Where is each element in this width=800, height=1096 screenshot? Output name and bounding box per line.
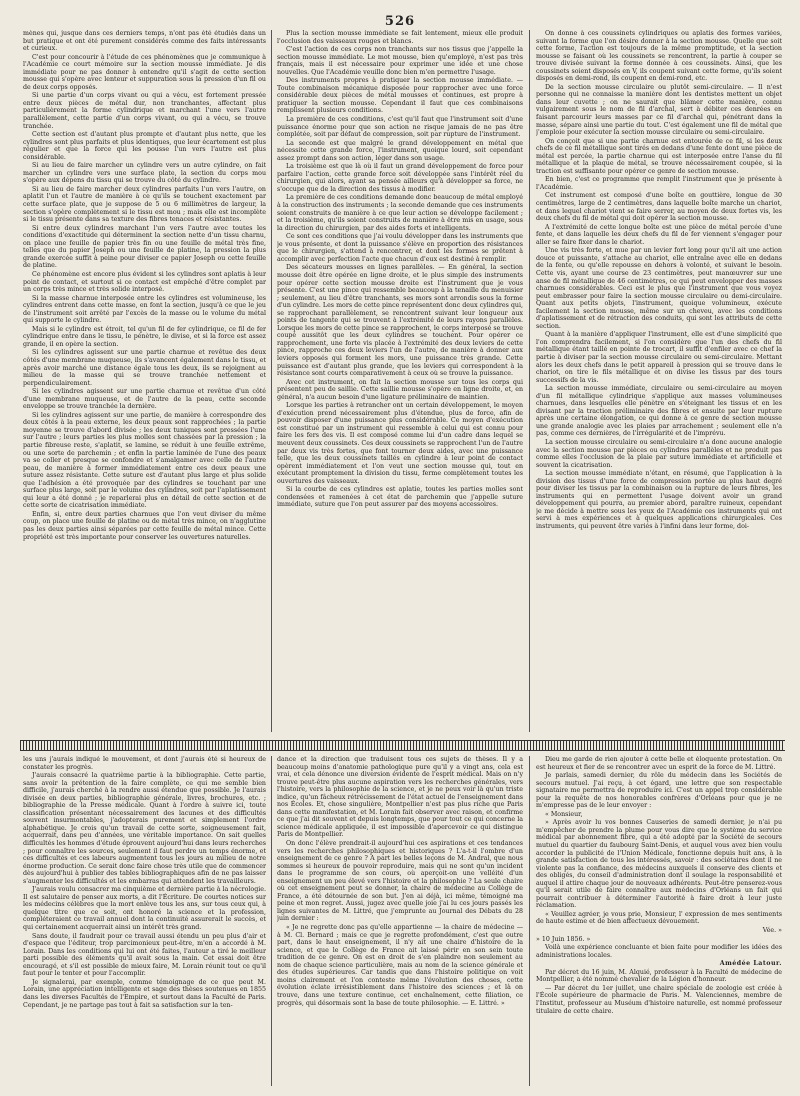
- paragraph: Si au lieu de faire marcher deux cylindres parfaits l'un vers l'autre, on aplatit l'un et l'autre de manière à ce qu'ils se touchent exactement par cette surface plate, que je suppose de 5 ou 6 millimètres de largeur, la section s'opère complètement si le tissu est mou ; mais elle est incomplète si le tissu présente dans sa texture des fibres tenaces et résistantes.: [23, 185, 266, 224]
- paragraph: La section mousse circulaire ou semi-circulaire n'a donc aucune analogie avec la section mousse par pièces ou cylindres parallèles et ne produit pas comme elles l'occlusion de la plaie par suture immédiate et artificielle et souvent la cicatrisation.: [536, 438, 782, 469]
- paragraph: La première de ces conditions, c'est qu'il faut que l'instrument soit d'une puissance énorme pour que son action ne risque jamais de ne pas être complétée, soit par défaut de compression, soit par rupture de l'instrument.: [277, 116, 523, 139]
- paragraph: » Après avoir lu vos bonnes Causeries de samedi dernier, je n'ai pu m'empêcher de prendre la plume pour vous dire que le système du service médical par abonnement fibre, qui a été adopté par la Société de secours mutuel du quartier du faubourg Saint-Denis, et auquel vous avez bien voulu accorder la publicité de l'Union Médicale, fonctionne depuis huit ans, à la grande satisfaction de tous les intéressés, savoir : des sociétaires dont il ne violente pas la confiance, des médecins auxquels il conserve des clients et des obligés, du conseil d'administration dont il soulage la responsabilité et auquel il attire chaque jour de nouveaux adhérents. Peut-être penserez-vous qu'il serait utile de faire connaître aux médecins d'Orléans un fait qui pourrait contribuer à déterminer l'autorité à faire droit à leur juste réclamation.: [536, 819, 782, 910]
- paragraph: mènes qui, jusque dans ces derniers temps, n'ont pas été étudiés dans un but pratique et ont été purement considérés comme des faits intéressants et curieux.: [23, 30, 266, 53]
- paragraph: les uns j'aurais indiqué le mouvement, et dont j'aurais été si heureux de constater les progrès.: [23, 756, 266, 771]
- paragraph: De la section mousse circulaire ou plutôt semi-circulaire. — Il n'est personne qui ne connaisse la manière dont les dentistes mettent un objet dans leur cuvette ; on ne saurait que blâmer cette manière, connu vulgairement sous le nom de fil d'archal, sert à débiter ces denrées en faisant parcourir leurs masses par ce fil d'archal qui, pénétrant dans la masse, sépare ainsi une partie du tout. C'est également une fil de métal que j'emploie pour exécuter la section mousse circulaire ou semi-circulaire.: [536, 83, 782, 137]
- column-divider: [271, 30, 272, 732]
- paragraph: J'aurais voulu consacrer ma cinquième et dernière partie à la nécrologie. Il est salutaire de penser aux morts, a dit l'Écriture. De courtes notices sur les médecins célèbres que la mort enlève tous les ans, sur tous ceux qui, à quelque titre que ce soit, ont honoré la science et la profession, compléteraient ce travail annuel dont la continuité assurerait le succès, et qui certainement acquerrait ainsi un intérêt très grand.: [23, 886, 266, 932]
- paragraph: Si les cylindres agissent sur une partie, de manière à correspondre des deux côtés à la peau externe, les deux peaux sont rapprochées ; la partie moyenne se trouve d'abord divisée ; les deux tuniques sont pressées l'une sur l'autre ; leurs parties les plus molles sont chassées par la pression ; la partie fibreuse reste, s'aplatit, se lamine, se réduit à une feuille extrême, ou une sorte de parchemin ; et enfin la partie laminée de l'une des peaux va se coller et presque se confondre et s'amalgamer avec celle de l'autre peau, de manière à former immédiatement entre ces deux peaux une suture assez résistante. Cette suture est d'autant plus large et plus solide que l'adhésion a été provoquée par des cylindres se touchant par une surface plus large, soit par le volume des cylindres, soit par l'aplatissement qui leur a été donné ; je reparlerai plus en détail de cette section et de cette sorte de cicatrisation immédiate.: [23, 411, 266, 510]
- paragraph: Si la masse charnue interposée entre les cylindres est volumineuse, les cylindres entrent dans cette masse, en font la section, jusqu'à ce que le jeu de l'instrument soit arrêté par l'excès de la masse ou le volume du métal qui supporte le cylindre.: [23, 294, 266, 325]
- paragraph: J'aurais consacré la quatrième partie à la bibliographie. Cette partie, sans avoir la prétention de la faire complète, ce qui me semble bien difficile, j'aurais cherché à la rendre aussi étendue que possible. Je l'aurais divisée en deux parties, bibliographie générale, livres, brochures, etc. ; bibliographie de la Presse médicale. Quant à l'ordre à suivre ici, toute classification présentant nécessairement des lacunes et des difficultés souvent insurmontables, j'adopterais purement et simplement l'ordre alphabétique. Je crois qu'un travail de cette sorte, soigneusement fait, acquerrait, dans peu d'années, une véritable importance. On sait quelles difficultés les hommes d'étude éprouvent aujourd'hui dans leurs recherches ; pour connaître les sources, seulement il faut perdre un temps énorme, et ces difficultés et ces labeurs augmentent tous les jours au milieu de notre énorme production. Ce serait donc faire chose très utile que de commencer dès aujourd'hui à publier des tables bibliographiques afin de ne pas laisser s'augmenter les difficultés et les embarras qui attendent les travailleurs.: [23, 772, 266, 885]
- letter-signature: Vée. »: [762, 927, 782, 935]
- column-divider: [271, 756, 272, 1086]
- paragraph: On donne à ces coussinets cylindriques ou aplatis des formes variées, suivant la forme que l'on désire donner à la section mousse. Quelle que soit cette forme, l'action est toujours de la même promptitude, et la section mousse se faisant où les coussinets se rencontrent, la partie à couper se trouve divisée suivant la forme donnée à ces coussinets. Ainsi, que les coussinets soient disposés en V, ils coupent suivant cette forme, qu'ils soient disposés en demi-rond, ils coupent en demi-rond, etc.: [536, 30, 782, 83]
- paragraph: On conçoit que si une partie charnue est entourée de ce fil, si les deux chefs de ce fil métallique sont tirés en dedans d'une fente dont une pièce de métal est percée, la partie charnue qui est interposée entre l'anse du fil métallique et la plaque de métal, se trouve nécessairement coupée, si la traction est suffisante pour opérer ce genre de section mousse.: [536, 137, 782, 175]
- paragraph: On donc l'élève prendrait-il aujourd'hui ces aspirations et ces tendances vers les recherches philosophiques et historiques ? L'a-t-il l'ombre d'un enseignement de ce genre ? A part les belles leçons de M. Andral, que nous sommes si heureux de pouvoir reproduire, mais qui ne sont qu'un incident dans le programme de son cours, où aperçoit-on une velléité d'un enseignement un peu élevé vers l'histoire et la philosophie ? La seule chaire où cet enseignement peut se donner, la chaire de médecine au Collège de France, a été détournée de son but. J'en ai déjà, ici même, témoigné ma peine et mon regret. Aussi, jugez avec quelle joie j'ai lu ces jours passés les lignes suivantes de M. Littré, que j'emprunte au Journal des Débats du 28 juin dernier :: [277, 840, 523, 923]
- paragraph: Des instruments propres à pratiquer la section mousse immédiate. — Toute combinaison mécanique disposée pour rapprocher avec une force considérable deux pièces de métal mousses et continues, est propre à pratiquer la section mousse. Cependant il faut que ces combinaisons remplissent plusieurs conditions.: [277, 77, 523, 115]
- paragraph: dance et la direction que traduisent tous ces sujets de thèses. Il y a beaucoup moins d'anatomie pathologique pure qu'il y a vingt ans, cela est vrai, et cela dénonce une diversion évidente de l'esprit médical. Mais on n'y trouve peut-être plus aucune aspiration vers les recherches générales, vers l'histoire, vers la philosophie de la science, et je ne peux voir là qu'un triste indice, qu'un fâcheux rétrécissement de l'état actuel de l'enseignement dans nos Écoles. Et, chose singulière, Montpellier n'est pas plus riche que Paris dans cette manifestation, et M. Lorain fait observer avec raison, et confirme ce que j'ai dit souvent et depuis longtemps, que pour tout ce qui concerne la science médicale appliquée, il est impossible d'apercevoir ce qui distingue Paris de Montpellier.: [277, 756, 523, 839]
- letter-date: » 10 Juin 1856. »: [536, 935, 591, 943]
- paragraph: La troisième est que là où il faut un grand développement de force pour parfaire l'action, cette grande force soit développée sans l'intérêt réel du chirurgien, qui alors, ayant sa pensée ailleurs qu'à développer sa force, ne s'occupe que de la direction des tissus à modifier.: [277, 163, 523, 193]
- paragraph: Ce sont ces conditions que j'ai voulu développer dans les instruments que je vous présente, et dont la puissance s'élève en proportion des résistances que le chirurgien, s'attend à rencontrer, et dont les formes se prêtent à accomplir avec perfection l'acte que chacun d'eux est destiné à remplir.: [277, 233, 523, 263]
- paragraph: « Veuillez agréer, je vous prie, Monsieur, l' expression de mes sentiments de haute estime et de bien affectueux dévouement.: [536, 910, 782, 926]
- paragraph: « Je ne regrette donc pas qu'elle appartienne — la chaire de médecine — à M. Cl. Bernard ; mais ce que je regrette profondément, c'est que outre part, dans le haut enseignement, il n'y ait une chaire d'histoire de la science, et que le Collège de France ait laissé périr en son sein toute tradition de ce genre. On est en droit de s'en plaindre non seulement au nom de chaque science particulière, mais au nom de la science générale et des études supérieures. Car tandis que dans l'histoire politique on voit moins clairement et l'on conteste même l'évolution des choses, cette évolution éclate irrésistiblement dans l'histoire des sciences ; et là on trouve, dans une texture continue, cet enchaînement, cette filiation, ce progrès, qui désormais sont la base de toute philosophie. — E. Littré. »: [277, 924, 523, 1007]
- paragraph: Si au lieu de faire marcher un cylindre vers un autre cylindre, on fait marcher un cylindre vers une surface plate, la section du corps mou s'opère aux dépens du tissu qui se trouve du côté du cylindre.: [23, 162, 266, 185]
- paragraph: C'est l'action de ces corps non tranchants sur nos tissus que j'appelle la section mousse immédiate. Le mot mousse, bien qu'employé, n'est pas très français, mais il est nécessaire pour exprimer une idée et une chose nouvelles. Que l'Académie veuille donc bien m'en permettre l'usage.: [277, 46, 523, 76]
- author-signature: Amédée Latour.: [719, 960, 782, 968]
- paragraph: Si les cylindres agissent sur une partie charnue et revêtue des deux côtés d'une membrane muqueuse, ils s'avancent également dans le tissu, et après avoir marché une distance égale tous les deux, ils se rejoignent au milieu de la masse qui se trouve tranchée nettement et perpendiculairement.: [23, 349, 266, 387]
- paragraph: Avec cet instrument, on fait la section mousse sur tous les corps qui présentent peu de saillie. Cette saillie mousse s'opère en ligne droite, et, en général, n'a aucun besoin d'une ligature préliminaire de maintien.: [277, 378, 523, 401]
- paragraph: Une vis très forte, et mue par un levier fort long pour qu'il ait une action douce et puissante, s'attache au chariot, elle entraîne avec elle en dedans de la fente, ou qu'elle repousse en dehors à volonté, et suivant le besoin. Cette vis, ayant une course de 23 centimètres, peut manœuvrer sur une anse de fil métallique de 46 centimètres, ce qui peut envelopper des masses charnues considérables. Ceci est le plus que l'instrument que vous voyez peut embrasser pour faire la section mousse circulaire ou demi-circulaire. Quant aux petits objets, l'instrument, quoique volumineux, exécute facilement la section mousse, même sur un cheveu, avec les conditions d'aplatissement et de rétraction des conduits, qui sont les attributs de cette section.: [536, 247, 782, 330]
- paragraph: Mais si le cylindre est étroit, tel qu'un fil de fer cylindrique, ce fil de fer cylindrique entre dans le tissu, le pénètre, le divise, et si la force est assez grande, il en opère la section.: [23, 325, 266, 348]
- paragraph: La section mousse immédiate n'étant, en résumé, que l'application à la division des tissus d'une force de compression portée au plus haut degré pour diviser les tissus par la combinaison ou la rupture de leurs fibres, les instruments qui en permettent l'usage doivent avoir un grand développement qui pourra, au premier abord, paraître ruineux, cependant je me décide à mettre sous les yeux de l'Académie ces instruments qui ont servi à mes expériences et à quelques applications chirurgicales. Ces instruments, qui peuvent être variés à l'infini dans leur forme, doi-: [536, 470, 782, 530]
- paragraph: Cet instrument est composé d'une boîte en gouttière, longue de 30 centimètres, large de 2 centimètres, dans laquelle boîte marche un chariot, et dans lequel chariot vient se faire serrer, au moyen de deux fortes vis, les deux chefs du fil de métal qui doit opérer la section mousse.: [536, 192, 782, 223]
- paragraph: La première de ces conditions demande donc beaucoup de métal employé à la construction des instruments ; la seconde demande que ces instruments soient construits de manière à ce que leur action se développe facilement ; et la troisième, qu'ils soient construits de manière à être mis en usage, sous la direction du chirurgien, par des aides forts et intelligents.: [277, 194, 523, 232]
- column-divider: [529, 30, 530, 732]
- paragraph: Si une partie d'un corps vivant ou qui a vécu, est fortement pressée entre deux pièces de métal dur, non tranchantes, affectant plus particulièrement la forme cylindrique et marchant l'une vers l'autre parallèlement, cette partie d'un corps vivant, ou qui a vécu, se trouve tranchée.: [23, 92, 266, 130]
- paragraph: Des sécateurs mousses en lignes parallèles. — En général, la section mousse doit être opérée en ligne droite, et le plus simple des instruments pour opérer cette section mousse droite est l'instrument que je vous présente. C'est une pince qui ressemble beaucoup à la tenaille du menuisier ; seulement, au lieu d'être tranchants, ses mors sont arrondis sous la forme d'un cylindre. Les mors de cette pince représentent donc deux cylindres qui, se rapprochant parallèlement, se rencontrent suivant leur longueur aux points de tangente qui se trouvent à l'extrémité de leurs rayons parallèles. Lorsque les mors de cette pince se rapprochent, le corps interposé se trouve coupé aussitôt que les deux cylindres se touchent. Pour opérer ce rapprochement, une forte vis placée à l'extrémité des deux leviers de cette pince, rapproche ces deux leviers l'un de l'autre, de manière à donner aux leviers opposés qui forment les mors, une puissance très grande. Cette puissance est d'autant plus grande, que les leviers qui correspondent à la résistance sont courts comparativement à ceux où se trouve la puissance.: [277, 264, 523, 378]
- column-5: [277, 756, 523, 1086]
- paragraph: Si les cylindres agissent sur une partie charnue et revêtue d'un côté d'une membrane muqueuse, et de l'autre de la peau, cette seconde enveloppe se trouve tranchée la dernière.: [23, 388, 266, 411]
- page-number: 526: [384, 14, 416, 29]
- paragraph: Si la courbe de ces cylindres est aplatie, toutes les parties molles sont condensées et ramenées à cet état de parchemin que j'appelle suture immédiate, suture que l'on peut assurer par des moyens accessoires.: [277, 486, 523, 509]
- paragraph: Cette section est d'autant plus prompte et d'autant plus nette, que les cylindres sont plus parfaits et plus identiques, que leur écartement est plus régulier et que la force qui les pousse l'un vers l'autre est plus considérable.: [23, 131, 266, 161]
- paragraph: Plus la section mousse immédiate se fait lentement, mieux elle produit l'occlusion des vaisseaux rouges et blancs.: [277, 30, 523, 45]
- paragraph: La seconde est que malgré le grand développement en métal que nécessite cette grande force, l'instrument, quoique lourd, soit cependant assez prompt dans son action, léger dans son usage.: [277, 139, 523, 162]
- column-4: [23, 756, 266, 1086]
- paragraph: A l'extrémité de cette longue boîte est une pièce de métal percée d'une fente, et dans laquelle les deux chefs du fil de fer viennent s'engager pour aller se faire fixer dans le chariot.: [536, 223, 782, 246]
- paragraph: Ce phénomène est encore plus évident si les cylindres sont aplatis à leur point de contact, et surtout si ce contact est empêché d'être complet par un corps très mince et très solide interposé.: [23, 270, 266, 294]
- paragraph: — Par décret du 1er juillet, une chaire spéciale de zoologie est créée à l'École supérieure de pharmacie de Paris. M. Valenciennes, membre de l'Institut, professeur au Muséum d'histoire naturelle, est nommé professeur titulaire de cette chaire.: [536, 984, 782, 1015]
- column-divider: [529, 756, 530, 1086]
- paragraph: Voilà une expérience concluante et bien faite pour modifier les idées des administrations locales.: [536, 944, 782, 959]
- feuilleton-separator: [20, 740, 785, 751]
- paragraph: Si entre deux cylindres marchant l'un vers l'autre avec toutes les conditions d'exactitude qui déterminent la section nette d'un tissu charnu, on place une feuille de papier très fin ou une feuille de métal très fine, telles que du papier Joseph ou une feuille de platine, la pression la plus grande exercée suffit à peine pour diviser ce papier Joseph ou cette feuille de platine.: [23, 224, 266, 270]
- paragraph: Je signalerai, par exemple, comme témoignage de ce que peut M. Lorain, une appréciation intelligente et sage des thèses soutenues en 1855 dans les diverses Facultés de l'Empire, et surtout dans la Faculté de Paris. Cependant, je ne partage pas tout à fait sa satisfaction sur la ten-: [23, 978, 266, 1009]
- paragraph: Sans doute, il faudrait pour ce travail aussi étendu un peu plus d'air et d'espace que l'éditeur, trop parcimonieux peut-être, m'en a accordé à M. Lorain. Dans les conditions qui lui ont été faites, l'auteur a tiré le meilleur parti possible des éléments qu'il avait sous la main. Cet essai doit être encouragé, et s'il est possible de mieux faire, M. Lorain réunit tout ce qu'il faut pour le tenter et pour l'accomplir.: [23, 932, 266, 978]
- paragraph: Dieu me garde de rien ajouter à cette belle et éloquente protestation. On est heureux et fier de se rencontrer avec un esprit de la force de M. Littré.: [536, 756, 782, 771]
- paragraph: Par décret du 16 juin, M. Alquié, professeur à la Faculté de médecine de Montpellier, a été nommé chevalier de la Légion d'honneur.: [536, 968, 782, 984]
- column-3: [536, 30, 782, 732]
- column-1: [23, 30, 266, 732]
- column-2: [277, 30, 523, 732]
- paragraph: En bien, c'est ce programme que remplit l'instrument que je présente à l'Académie.: [536, 176, 782, 191]
- paragraph: Lorsque les parties à retrancher ont un certain développement, le moyen d'exécution prend nécessairement plus d'étendue, plus de force, afin de pouvoir disposer d'une puissance plus considérable. Ce moyen d'exécution est constitué par un instrument qui ressemble à celui qui est connu pour faire les fers des vis. Il est composé comme lui d'un cadre dans lequel se meuvent deux coussinets. Ces deux coussinets se rapprochent l'un de l'autre par deux vis très fortes, que font tourner deux aides, avec une puissance telle, que les deux coussinets taillés en cylindre à leur point de contact opèrent immédiatement et l'on veut une section mousse qui, tout en exécutant promptement la division du tissu, ferme complètement toutes les ouvertures des vaisseaux.: [277, 402, 523, 485]
- paragraph: « Monsieur,: [545, 810, 583, 818]
- paragraph: Je parlais, samedi dernier, du rôle du médecin dans les Sociétés de secours mutuel. J'ai reçu, à cet égard, une lettre que son respectable signataire me permettra de reproduire ici. C'est un appel trop considérable pour la requête de nos honorables confrères d'Orléans pour que je ne m'empresse pas de le leur envoyer :: [536, 772, 782, 810]
- paragraph: Enfin, si, entre deux parties charnues que l'on veut diviser du même coup, on place une feuille de platine ou de métal très mince, on n'agglutine pas les deux parties ainsi séparées par cette feuille de métal mince. Cette propriété est très importante pour conserver les ouvertures naturelles.: [23, 510, 266, 541]
- paragraph: La section mousse immédiate, circulaire ou semi-circulaire au moyen d'un fil métallique cylindrique s'applique aux masses volumineuses charnues, dans lesquelles elle pénètre en s'éteignant les tissus et en les divisant par la traction préliminaire des fibres et ensuite par leur rupture après une certaine élongation, ce qui donne à ce genre de section mousse une grande analogie avec les plaies par arrachement ; seulement elle n'a pas, comme ces dernières, de l'irrégularité et de l'imprévu.: [536, 385, 782, 438]
- paragraph: C'est pour concourir à l'étude de ces phénomènes que je communique à l'Académie ce court mémoire sur la section mousse immédiate. Je dis immédiate pour ne pas donner à entendre qu'il s'agit de cette section mousse qui s'opère avec lenteur et suppuration sous la pression d'un fil ou de deux corps opposés.: [23, 53, 266, 91]
- column-6: [536, 756, 782, 1086]
- paragraph: Quant à la manière d'appliquer l'instrument, elle est d'une simplicité que l'on comprendra facilement, si l'on considère que l'un des chefs du fil métallique étant taillé en pointe de trocart, il suffit d'enfiler avec ce chef la partie à diviser par la section mousse circulaire ou semi-circulaire. Mettant alors les deux chefs dans le petit appareil à pression qui se trouve dans le chariot, on tire le fils métallique et on divise les tissus par des tours successifs de la vis.: [536, 331, 782, 384]
